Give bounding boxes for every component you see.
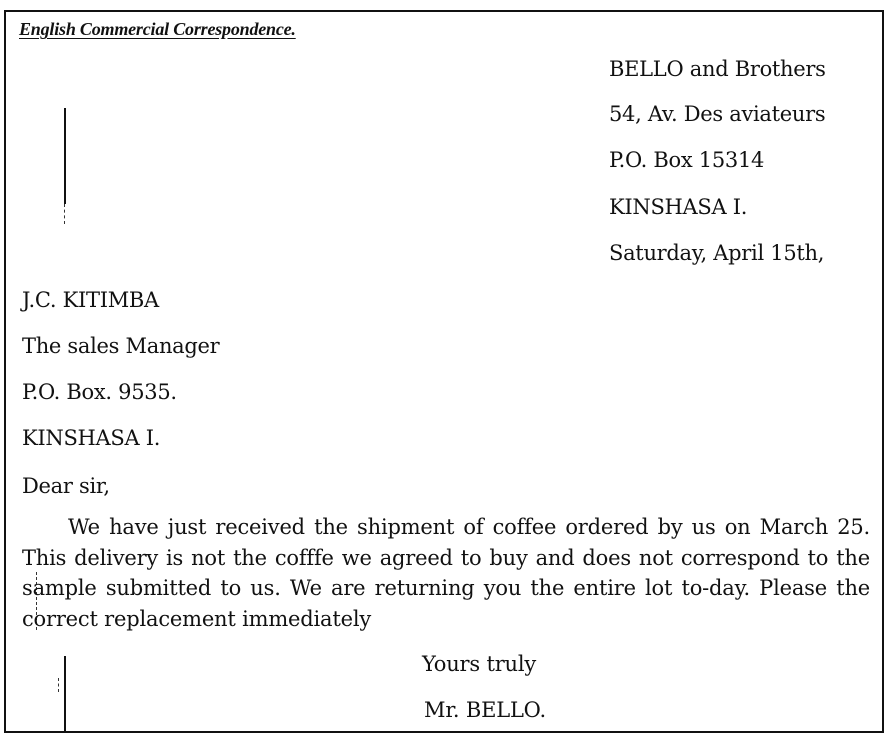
- document-heading: English Commercial Correspondence.: [19, 19, 296, 39]
- margin-dash-top: [64, 204, 66, 224]
- recipient-title: The sales Manager: [22, 334, 220, 358]
- letter-body: We have just received the shipment of coffee ordered by us on March 25. This delivery is not the cofffe we agreed to buy and does not correspond to the sample submitted to us. We are returning you the entire lot to-day. Please the correct replacement immediately: [22, 515, 870, 631]
- closing-phrase: Yours truly: [421, 652, 537, 676]
- sender-city: KINSHASA I.: [609, 195, 748, 219]
- recipient-po-box: P.O. Box. 9535.: [22, 380, 177, 404]
- salutation: Dear sir,: [22, 474, 110, 498]
- sender-street: 54, Av. Des aviateurs: [609, 102, 826, 126]
- signature: Mr. BELLO.: [424, 698, 546, 722]
- letter-date: Saturday, April 15th,: [609, 241, 825, 265]
- sender-po-box: P.O. Box 15314: [609, 148, 765, 172]
- margin-dash-bottom: [58, 678, 60, 692]
- margin-bar-top: [64, 108, 66, 204]
- sender-name: BELLO and Brothers: [609, 57, 826, 81]
- recipient-name: J.C. KITIMBA: [22, 288, 159, 312]
- recipient-city: KINSHASA I.: [22, 426, 161, 450]
